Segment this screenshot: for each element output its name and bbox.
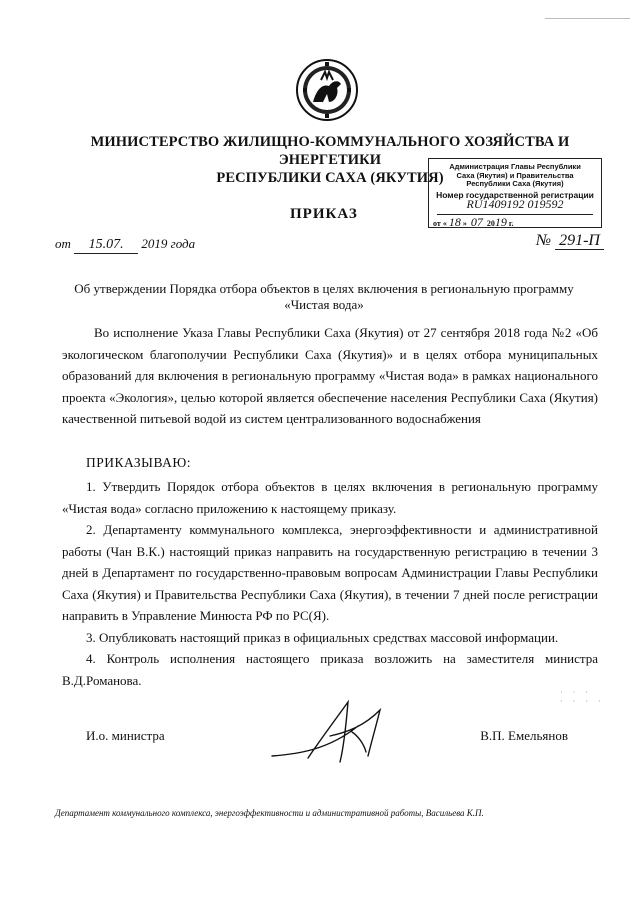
order-date: от 15.07. 2019 года bbox=[55, 236, 196, 252]
order-item: 3. Опубликовать настоящий приказ в официальных средствах массовой информации. bbox=[86, 629, 559, 645]
stamp-line2: Саха (Якутия) и Правительства bbox=[456, 170, 574, 180]
order-date-handwritten: 15.07. bbox=[74, 237, 138, 254]
order-items bbox=[62, 476, 598, 691]
directive-heading: ПРИКАЗЫВАЮ: bbox=[86, 455, 191, 470]
order-title: ПРИКАЗ bbox=[290, 206, 358, 222]
ministry-line2: РЕСПУБЛИКИ САХА (ЯКУТИЯ) bbox=[216, 170, 444, 186]
order-item: 4. Контроль исполнения настоящего приказа возложить на заместителя министра В.Д.Романова. bbox=[62, 651, 598, 688]
registration-stamp bbox=[428, 158, 602, 228]
handwritten-signature bbox=[268, 696, 398, 766]
order-item: 1. Утвердить Порядок отбора объектов в целях включения в региональную программу «Чистая вода» согласно приложению к настоящему приказу. bbox=[62, 479, 598, 516]
scan-edge-line bbox=[545, 18, 630, 21]
footer-note: Департамент коммунального комплекса, энергоэффективности и административной работы, Васильева К.П. bbox=[55, 808, 484, 818]
order-item: 2. Департаменту коммунального комплекса, энергоэффективности и административной работы (Чан В.К.) настоящий приказ направить на государственную регистрацию в течении 3 дней в Департамент по государственно-правовым вопросам Администрации Главы Республики Саха (Якутия) и Правительства Республики Саха (Якутия), в течении 7 дней после регистрации направить в Управление Минюста РФ по РС(Я). bbox=[62, 522, 598, 623]
stamp-line4: Номер государственной регистрации bbox=[436, 189, 594, 200]
scan-marks: · · · · · · · bbox=[560, 688, 605, 706]
coat-of-arms-icon bbox=[295, 58, 359, 122]
preamble-paragraph: Во исполнение Указа Главы Республики Саха (Якутия) от 27 сентября 2018 года №2 «Об экологическом благополучии Республики Саха (Якутия)» и в целях отбора муниципальных образований для включения в региональную программу «Чистая вода» в рамках национального проекта «Экология», целью которой является обеспечение населения Республики Саха (Якутия) качественной питьевой водой из систем централизованного водоснабжения bbox=[62, 325, 598, 426]
signer-name: В.П. Емельянов bbox=[480, 728, 568, 743]
order-number-handwritten: 291-П bbox=[555, 232, 604, 250]
ministry-line1: МИНИСТЕРСТВО ЖИЛИЩНО-КОММУНАЛЬНОГО ХОЗЯЙСТВА И ЭНЕРГЕТИКИ bbox=[90, 134, 570, 168]
stamp-line1: Администрация Главы Республики bbox=[449, 162, 581, 171]
stamp-reg-number: RU1409192 019592 bbox=[437, 200, 593, 215]
stamp-date: от « 18 » 07 2019 г. bbox=[433, 215, 514, 229]
stamp-line3: Республики Саха (Якутия) bbox=[466, 179, 564, 188]
order-number: № 291-П bbox=[536, 232, 604, 250]
order-subject: Об утверждении Порядка отбора объектов в целях включения в региональную программу «Чистая вода» bbox=[74, 281, 574, 312]
signer-position: И.о. министра bbox=[86, 728, 165, 743]
